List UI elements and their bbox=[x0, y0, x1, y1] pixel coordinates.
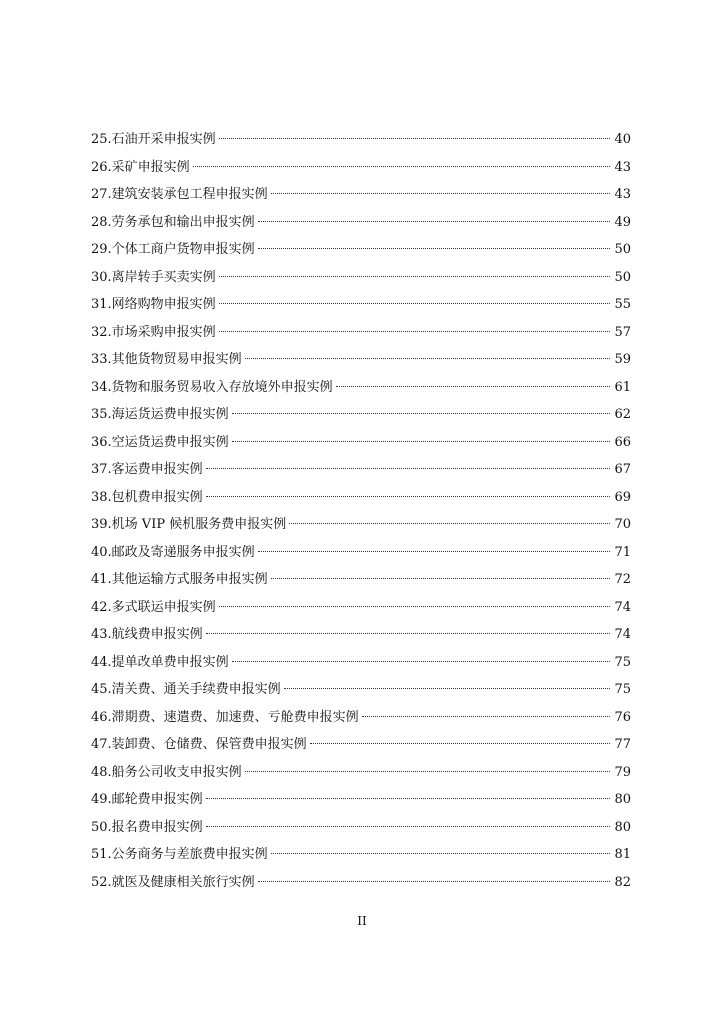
toc-entry-title: 48.船务公司收支申报实例 bbox=[91, 764, 242, 780]
toc-entry[interactable] bbox=[91, 869, 631, 897]
toc-dot-leader bbox=[219, 303, 611, 304]
toc-entry-title: 36.空运货运费申报实例 bbox=[91, 434, 229, 450]
toc-entry-title: 32.市场采购申报实例 bbox=[91, 324, 216, 340]
toc-entry[interactable] bbox=[91, 264, 631, 292]
toc-entry-title: 52.就医及健康相关旅行实例 bbox=[91, 874, 255, 890]
toc-entry-page: 49 bbox=[614, 214, 631, 230]
toc-dot-leader bbox=[206, 798, 611, 799]
toc-entry[interactable] bbox=[91, 346, 631, 374]
toc-dot-leader bbox=[219, 138, 611, 139]
toc-entry[interactable] bbox=[91, 539, 631, 567]
toc-entry-title: 45.清关费、通关手续费申报实例 bbox=[91, 682, 281, 697]
toc-dot-leader bbox=[219, 331, 611, 332]
toc-dot-leader bbox=[206, 496, 611, 497]
toc-entry-page: 81 bbox=[614, 847, 631, 862]
toc-entry[interactable] bbox=[91, 126, 631, 154]
toc-entry[interactable] bbox=[91, 594, 631, 622]
toc-entry-page: 80 bbox=[614, 792, 631, 807]
toc-entry[interactable] bbox=[91, 374, 631, 402]
toc-entry-page: 40 bbox=[614, 132, 631, 147]
toc-entry-page: 75 bbox=[614, 654, 631, 670]
toc-entry-title: 30.离岸转手买卖实例 bbox=[91, 269, 216, 285]
toc-dot-leader bbox=[310, 743, 611, 744]
toc-entry-title: 51.公务商务与差旅费申报实例 bbox=[91, 847, 268, 862]
toc-entry-page: 70 bbox=[614, 517, 631, 532]
toc-dot-leader bbox=[271, 853, 611, 854]
toc-entry[interactable] bbox=[91, 704, 631, 732]
toc-entry[interactable] bbox=[91, 786, 631, 814]
toc-dot-leader bbox=[245, 358, 611, 359]
toc-entry-title: 49.邮轮费申报实例 bbox=[91, 792, 203, 807]
toc-dot-leader bbox=[232, 441, 611, 442]
toc-dot-leader bbox=[258, 881, 611, 882]
toc-entry[interactable] bbox=[91, 291, 631, 319]
toc-dot-leader bbox=[362, 716, 611, 717]
toc-entry-title: 40.邮政及寄递服务申报实例 bbox=[91, 544, 255, 560]
toc-dot-leader bbox=[245, 771, 611, 772]
toc-entry-page: 71 bbox=[614, 544, 631, 560]
toc-dot-leader bbox=[271, 578, 611, 579]
toc-entry-title: 31.网络购物申报实例 bbox=[91, 297, 216, 312]
toc-entry[interactable] bbox=[91, 456, 631, 484]
toc-entry-page: 77 bbox=[614, 737, 631, 752]
toc-entry-title: 27.建筑安装承包工程申报实例 bbox=[91, 187, 268, 202]
toc-entry-page: 75 bbox=[614, 682, 631, 697]
toc-entry-title: 29.个体工商户货物申报实例 bbox=[91, 242, 255, 257]
toc-entry-title: 46.滞期费、速遣费、加速费、亏舱费申报实例 bbox=[91, 709, 359, 725]
toc-entry-title: 34.货物和服务贸易收入存放境外申报实例 bbox=[91, 379, 333, 395]
toc-entry[interactable] bbox=[91, 429, 631, 457]
toc-dot-leader bbox=[206, 468, 611, 469]
toc-dot-leader bbox=[336, 386, 611, 387]
toc-dot-leader bbox=[219, 606, 611, 607]
toc-dot-leader bbox=[193, 166, 611, 167]
toc-entry-page: 67 bbox=[614, 462, 631, 477]
toc-entry-page: 74 bbox=[614, 627, 631, 642]
toc-entry-title: 41.其他运输方式服务申报实例 bbox=[91, 572, 268, 587]
toc-entry[interactable] bbox=[91, 649, 631, 677]
toc-dot-leader bbox=[206, 826, 611, 827]
toc-entry-page: 66 bbox=[614, 434, 631, 450]
toc-dot-leader bbox=[271, 193, 611, 194]
toc-entry-page: 62 bbox=[614, 407, 631, 422]
toc-entry-page: 50 bbox=[614, 242, 631, 257]
toc-dot-leader bbox=[258, 248, 611, 249]
toc-entry-title: 39.机场 VIP 候机服务费申报实例 bbox=[91, 517, 287, 532]
toc-entry-page: 69 bbox=[614, 489, 631, 505]
toc-entry-title: 50.报名费申报实例 bbox=[91, 819, 203, 835]
toc-entry[interactable] bbox=[91, 621, 631, 649]
toc-entry[interactable] bbox=[91, 841, 631, 869]
toc-entry[interactable] bbox=[91, 154, 631, 182]
toc-dot-leader bbox=[232, 413, 611, 414]
toc-entry-title: 26.采矿申报实例 bbox=[91, 159, 190, 175]
page-number: II bbox=[357, 914, 367, 928]
toc-dot-leader bbox=[258, 221, 611, 222]
toc-entry-page: 79 bbox=[614, 764, 631, 780]
toc-dot-leader bbox=[206, 633, 611, 634]
toc-entry-page: 72 bbox=[614, 572, 631, 587]
toc-entry-title: 42.多式联运申报实例 bbox=[91, 599, 216, 615]
toc-dot-leader bbox=[232, 661, 611, 662]
toc-entry-page: 80 bbox=[614, 819, 631, 835]
toc-dot-leader bbox=[258, 551, 611, 552]
toc-entry[interactable] bbox=[91, 181, 631, 209]
toc-entry-title: 44.提单改单费申报实例 bbox=[91, 654, 229, 670]
toc-entry-title: 37.客运费申报实例 bbox=[91, 462, 203, 477]
toc-entry-page: 74 bbox=[614, 599, 631, 615]
toc-entry-page: 61 bbox=[614, 379, 631, 395]
toc-entry-page: 76 bbox=[614, 709, 631, 725]
toc-entry-title: 25.石油开采申报实例 bbox=[91, 132, 216, 147]
table-of-contents bbox=[91, 126, 631, 896]
toc-dot-leader bbox=[284, 688, 611, 689]
toc-entry[interactable] bbox=[91, 484, 631, 512]
toc-entry[interactable] bbox=[91, 731, 631, 759]
toc-entry[interactable] bbox=[91, 566, 631, 594]
toc-entry[interactable] bbox=[91, 236, 631, 264]
toc-entry-title: 47.装卸费、仓储费、保管费申报实例 bbox=[91, 737, 307, 752]
toc-entry[interactable] bbox=[91, 401, 631, 429]
toc-entry-page: 43 bbox=[614, 159, 631, 175]
toc-entry-title: 43.航线费申报实例 bbox=[91, 627, 203, 642]
toc-entry-page: 57 bbox=[614, 324, 631, 340]
toc-entry[interactable] bbox=[91, 814, 631, 842]
toc-entry[interactable] bbox=[91, 319, 631, 347]
toc-entry-page: 43 bbox=[614, 187, 631, 202]
toc-entry-title: 33.其他货物贸易申报实例 bbox=[91, 352, 242, 367]
toc-entry[interactable] bbox=[91, 511, 631, 539]
toc-entry-page: 82 bbox=[614, 874, 631, 890]
toc-dot-leader bbox=[219, 276, 611, 277]
toc-entry[interactable] bbox=[91, 759, 631, 787]
toc-entry[interactable] bbox=[91, 209, 631, 237]
toc-entry-title: 35.海运货运费申报实例 bbox=[91, 407, 229, 422]
toc-entry-page: 50 bbox=[614, 269, 631, 285]
toc-entry-page: 59 bbox=[614, 352, 631, 367]
toc-entry-title: 38.包机费申报实例 bbox=[91, 489, 203, 505]
toc-entry[interactable] bbox=[91, 676, 631, 704]
toc-dot-leader bbox=[289, 523, 610, 524]
toc-entry-page: 55 bbox=[614, 297, 631, 312]
toc-entry-title: 28.劳务承包和输出申报实例 bbox=[91, 214, 255, 230]
